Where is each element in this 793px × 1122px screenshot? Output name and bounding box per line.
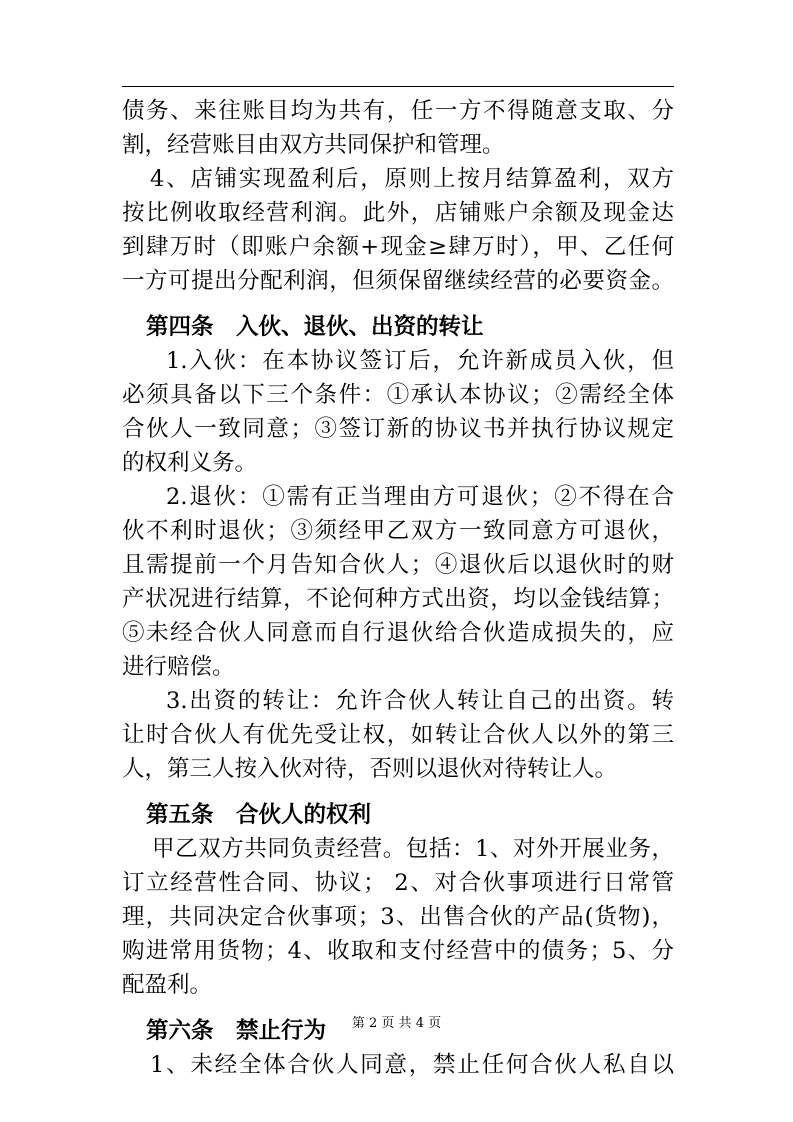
paragraph-line: 购进常用货物；4、收取和支付经营中的债务；5、分 [122,938,674,964]
paragraph-line: ⑤未经合伙人同意而自行退伙给合伙造成损失的，应 [122,620,674,646]
paragraph-line: 3.出资的转让：允许合伙人转让自己的出资。转 [166,688,674,714]
paragraph-line: 产状况进行结算，不论何种方式出资，均以金钱结算； [122,586,674,612]
paragraph-line: 债务、来往账目均为共有，任一方不得随意支取、分 [122,98,674,124]
paragraph-line: 1、未经全体合伙人同意，禁止任何合伙人私自以 [150,1052,674,1078]
paragraph-line: 按比例收取经营利润。此外，店铺账户余额及现金达 [122,200,674,226]
paragraph-line: 到肆万时（即账户余额+现金≥肆万时），甲、乙任何 [122,234,674,260]
section-gap [122,298,674,310]
section-heading-4: 第四条 入伙、退伙、出资的转让 [146,314,484,340]
header-rule [122,86,674,87]
paragraph-line: 订立经营性合同、协议； 2、对合伙事项进行日常管 [122,870,674,896]
paragraph-line: 甲乙双方共同负责经营。包括：1、对外开展业务， [152,836,674,862]
paragraph-line: 的权利义务。 [122,450,258,476]
section-heading-6: 第六条 禁止行为 [146,1018,327,1044]
paragraph-line: 配盈利。 [122,972,213,998]
paragraph-line: 让时合伙人有优先受让权，如转让合伙人以外的第三 [122,722,674,748]
paragraph-line: 割，经营账目由双方共同保护和管理。 [122,132,505,158]
paragraph-line: 进行赔偿。 [122,654,235,680]
paragraph-line: 伙不利时退伙；③须经甲乙双方一致同意方可退伙， [122,518,674,544]
paragraph-line: 必须具备以下三个条件：①承认本协议；②需经全体 [122,382,674,408]
page-footer: 第 2 页 共 4 页 [351,1016,442,1031]
section-gap [122,786,674,798]
paragraph-line: 2.退伙：①需有正当理由方可退伙；②不得在合 [166,484,674,510]
paragraph-line: 1.入伙：在本协议签订后，允许新成员入伙，但 [166,348,674,374]
paragraph-line: 合伙人一致同意；③签订新的协议书并执行协议规定 [122,416,674,442]
paragraph-line: 4、店铺实现盈利后，原则上按月结算盈利，双方 [150,166,674,192]
paragraph-line: 人，第三人按入伙对待，否则以退伙对待转让人。 [122,756,618,782]
section-heading-5: 第五条 合伙人的权利 [146,802,372,828]
paragraph-line: 一方可提出分配利润，但须保留继续经营的必要资金。 [122,268,674,294]
paragraph-line: 且需提前一个月告知合伙人；④退伙后以退伙时的财 [122,552,674,578]
document-body [122,94,674,1082]
paragraph-line: 理，共同决定合伙事项；3、出售合伙的产品(货物)， [122,904,674,930]
